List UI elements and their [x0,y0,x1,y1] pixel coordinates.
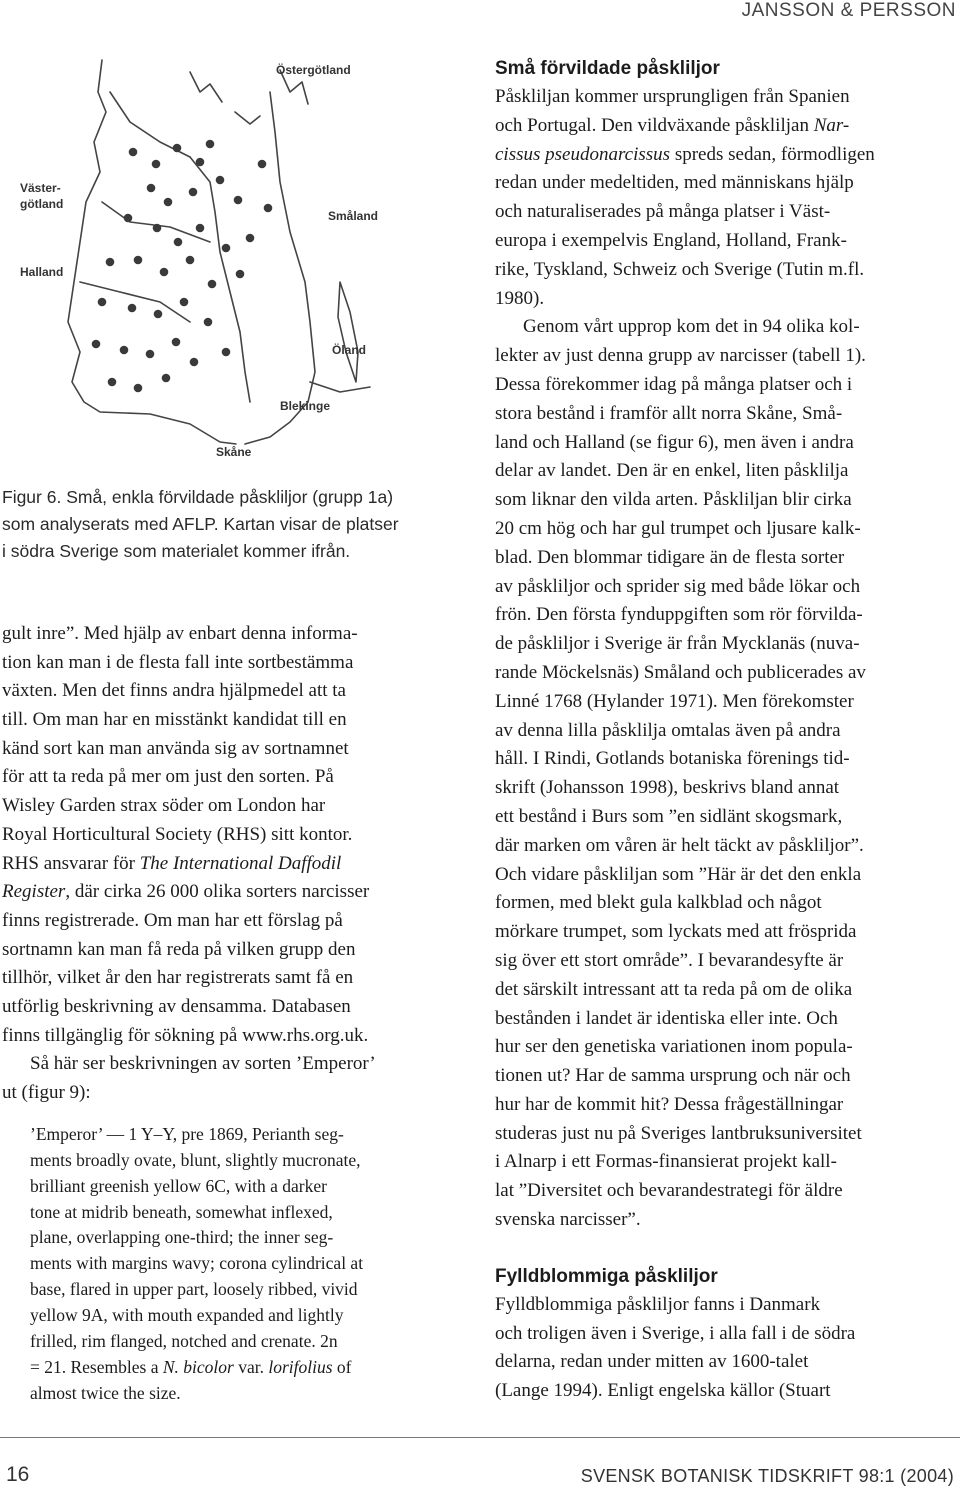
body-line: delarna, redan under mitten av 1600-talet [495,1351,809,1373]
body-line: Och vidare påskliljan som ”Här är det den enkla [495,863,862,885]
quote-line: tone at midrib beneath, somewhat inflexed, [30,1201,333,1222]
body-line: stora bestånd i framför allt norra Skåne, Små- [495,402,843,424]
quote-line [2,1355,462,1381]
body-line: där marken om våren är helt täckt av påskliljor”. [495,834,864,856]
body-line: land och Halland (se figur 6), men även i andra [495,431,854,453]
body-line: finns registrerade. Om man har ett förslag på [2,909,343,931]
body-line: formen, med blekt gula kalkblad och något [495,892,822,914]
quote-line: base, flared in upper part, loosely ribbed, vivid [30,1279,358,1300]
body-line: Påskliljan kommer ursprungligen från Spanien [495,86,850,107]
body-text: spreds sedan, förmodligen [670,143,875,165]
body-line [2,878,462,907]
right-column [495,55,955,1406]
section-heading-sma-forvildade: Små förvildade påskliljor [495,58,720,79]
map-label-blekinge: Blekinge [280,399,331,413]
page-number: 16 [6,1463,30,1486]
body-line: håll. I Rindi, Gotlands botaniska förenings tid- [495,748,850,770]
section-heading-fylldblommiga: Fylldblommiga påskliljor [495,1265,718,1287]
map-label-vaster: Väster- [20,181,61,195]
body-line: växten. Men det finns andra hjälpmedel att ta [2,680,346,702]
footer-rule [0,1437,960,1438]
body-line: 20 cm hög och har gul trumpet och ljusare kalk- [495,517,861,539]
map-label-gotland: götland [20,197,64,211]
body-line: hur har de kommit hit? Dessa frågeställningar [495,1093,844,1115]
body-line: av påskliljor och sprider sig med både lökar och [495,575,861,597]
body-line: tion kan man i de flesta fall inte sortbestämma [2,651,354,673]
body-line: skrift (Johansson 1998), beskrivs bland annat [495,777,840,799]
body-line: hur ser den genetiska variationen inom popula- [495,1036,853,1058]
quote-line: frilled, rim flanged, notched and crenate. 2n [30,1331,338,1352]
body-line: och troligen även i Sverige, i alla fall i de södra [495,1322,856,1344]
body-line [2,850,462,879]
body-line: bestånden i landet är identiska eller inte. Och [495,1007,838,1029]
body-line: för att ta reda på mer om just den sorten. På [2,766,334,788]
map-label-oland: Öland [332,343,367,357]
body-line: lat ”Diversitet och bevarandestrategi för äldre [495,1180,843,1202]
body-line: redan under medeltiden, med människans hjälp [495,172,854,194]
body-line: sortnamn kan man få reda på vilken grupp den [2,938,356,960]
body-line: Genom vårt upprop kom det in 94 olika kol- [523,316,860,338]
body-line [495,141,955,170]
body-line [495,112,955,141]
body-text: , där cirka 26 000 olika sorters narcisser [65,881,370,903]
body-line: i Alnarp i ett Formas-finansierat projekt kall- [495,1151,837,1173]
quote-line: brilliant greenish yellow 6C, with a darker [30,1175,327,1196]
body-line: 1980). [495,287,545,309]
sweden-map-svg [20,52,460,472]
body-line: till. Om man har en misstänkt kandidat till en [2,709,347,731]
body-line: Linné 1768 (Hylander 1971). Men förekomster [495,690,854,712]
body-line: finns tillgänglig för sökning på www.rhs.org.uk. [2,1024,369,1046]
caption-line: Figur 6. Små, enkla förvildade påskliljor (grupp 1a) [2,487,394,507]
body-line: Royal Horticultural Society (RHS) sitt kontor. [2,823,353,845]
body-line: utförlig beskrivning av densamma. Databasen [2,995,351,1017]
quote-line: plane, overlapping one-third; the inner seg- [30,1227,334,1248]
body-line: sig över ett stort område”. I bevarandesyfte är [495,949,844,971]
body-line: delar av landet. Den är en enkel, liten påsklilja [495,460,849,482]
quote-line: ’Emperor’ — 1 Y–Y, pre 1869, Perianth seg- [30,1123,344,1144]
register-title: Register [2,881,66,903]
register-title: The International Daffodil [139,852,342,874]
body-line: mörkare trumpet, som lyckats med att frösprida [495,921,857,943]
body-line: och naturaliserades på många platser i Väst- [495,201,831,223]
map-label-smaland: Småland [328,209,379,223]
body-line: tillhör, vilket år den har registrerats samt få en [2,967,354,989]
caption-line: som analyserats med AFLP. Kartan visar de platser [2,514,399,534]
body-line: studeras just nu på Sveriges lantbruksuniversitet [495,1122,862,1144]
body-line: frön. Den första fynduppgiften som rör förvilda- [495,604,863,626]
body-line: ett bestånd i Burs som ”en sidlänt skogsmark, [495,805,843,827]
quote-italic: N. bicolor [162,1357,234,1378]
body-line: lekter av just denna grupp av narcisser (tabell 1). [495,345,866,367]
running-head: JANSSON & PERSSON [741,0,956,21]
body-line: Fylldblommiga påskliljor fanns i Danmark [495,1293,821,1315]
left-column [2,620,462,1407]
quote-line: almost twice the size. [30,1383,181,1404]
body-line: Dessa förekommer idag på många platser och i [495,373,853,395]
map-label-skane: Skåne [216,445,252,459]
section-gap [495,1235,955,1263]
emperor-quote [2,1122,462,1407]
map-label-ostergotland: Östergötland [276,63,351,77]
quote-line: ments broadly ovate, blunt, slightly mucronate, [30,1149,361,1170]
journal-footer: SVENSK BOTANISK TIDSKRIFT 98:1 (2004) [580,1466,954,1486]
body-line: europa i exempelvis England, Holland, Frank- [495,229,847,251]
quote-italic: lorifolius [268,1357,333,1378]
quote-text: of [332,1357,352,1378]
quote-line: ments with margins wavy; corona cylindrical at [30,1253,364,1274]
body-line: blad. Den blommar tidigare än de flesta sorter [495,546,845,568]
body-line: av denna lilla påsklilja omtalas även på andra [495,719,841,741]
map-label-halland: Halland [20,265,64,279]
body-line: ut (figur 9): [2,1082,91,1103]
species-name: Nar- [813,114,850,136]
caption-line: i södra Sverige som materialet kommer ifrån. [2,541,351,561]
body-line: som liknar den vilda arten. Påskliljan blir cirka [495,489,852,511]
body-line: svenska narcisser”. [495,1209,641,1231]
species-name: cissus pseudonarcissus [495,143,671,165]
quote-line: yellow 9A, with mouth expanded and lightly [30,1305,344,1326]
quote-text: var. [233,1357,269,1378]
body-text: och Portugal. Den vildväxande påskliljan [495,114,814,136]
body-line: Wisley Garden strax söder om London har [2,795,326,817]
body-line: rande Möckelsnäs) Småland och publicerades av [495,661,866,683]
body-line: det särskilt intressant att ta reda på om de olika [495,978,853,1000]
figure-caption [2,484,462,565]
body-text: RHS ansvarar för [2,852,140,874]
body-line: (Lange 1994). Enligt engelska källor (Stuart [495,1380,831,1402]
body-line: gult inre”. Med hjälp av enbart denna informa- [2,623,358,644]
body-line: rike, Tyskland, Schweiz och Sverige (Tutin m.fl. [495,258,865,280]
body-line: känd sort kan man använda sig av sortnamnet [2,737,349,759]
body-line: de påskliljor i Sverige är från Mycklanäs (nuva- [495,633,860,655]
body-line: Så här ser beskrivningen av sorten ’Emperor’ [30,1053,376,1075]
quote-text: = 21. Resembles a [30,1357,163,1378]
figure-map [20,52,460,472]
body-line: tionen ut? Har de samma ursprung och när och [495,1065,851,1087]
